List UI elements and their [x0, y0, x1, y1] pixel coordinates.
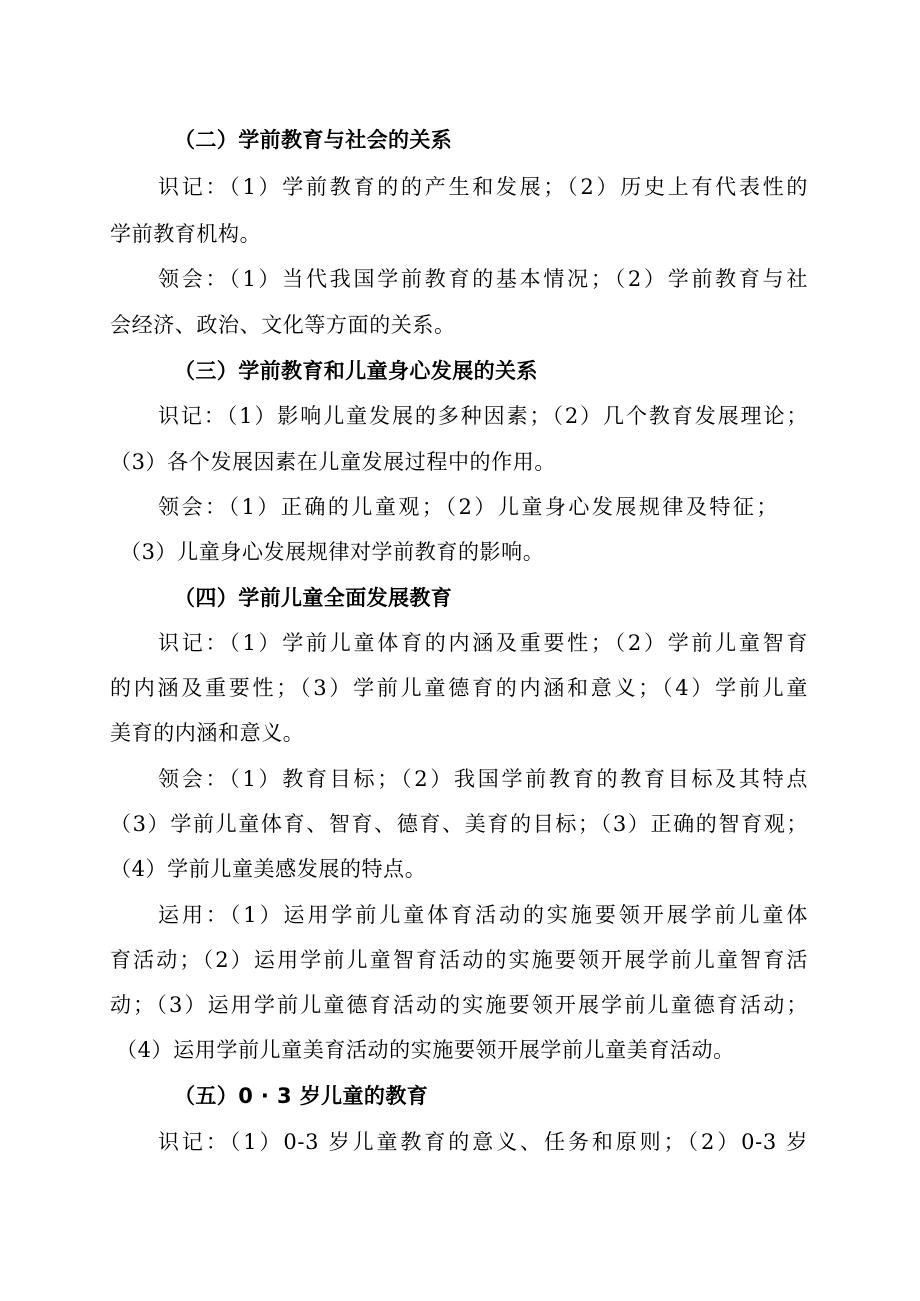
text-line: 识记：（1）学前教育的的产生和发展；（2）历史上有代表性的 [158, 175, 808, 199]
text-line: 领会：（1）正确的儿童观；（2）儿童身心发展规律及特征； [158, 495, 778, 519]
section-heading: （四）学前儿童全面发展教育 [174, 586, 453, 610]
text-line: 识记：（1）学前儿童体育的内涵及重要性；（2）学前儿童智育 [158, 631, 808, 655]
text-line: 学前教育机构。 [110, 222, 262, 246]
section-heading: （二）学前教育与社会的关系 [174, 128, 453, 152]
text-line: 领会：（1）当代我国学前教育的基本情况；（2）学前教育与社 [158, 267, 808, 291]
text-line: （3）儿童身心发展规律对学前教育的影响。 [120, 540, 545, 564]
text-line: 领会：（1）教育目标；（2）我国学前教育的教育目标及其特点 [158, 767, 808, 791]
text-line: 运用：（1）运用学前儿童体育活动的实施要领开展学前儿童体 [158, 903, 808, 927]
text-line: （3）学前儿童体育、智育、德育、美育的目标；（3）正确的智育观； [110, 812, 808, 836]
text-line: 动；（3）运用学前儿童德育活动的实施要领开展学前儿童德育活动； [110, 993, 808, 1017]
section-heading: （五）0 · 3 岁儿童的教育 [174, 1084, 429, 1108]
section-heading: （三）学前教育和儿童身心发展的关系 [174, 359, 538, 383]
text-line: 识记：（1）0-3 岁儿童教育的意义、任务和原则；（2）0-3 岁 [158, 1130, 808, 1154]
text-line: 识记：（1）影响儿童发展的多种因素；（2）几个教育发展理论； [158, 404, 808, 428]
text-line: 育活动；（2）运用学前儿童智育活动的实施要领开展学前儿童智育活 [110, 948, 808, 972]
text-line: （3）各个发展因素在儿童发展过程中的作用。 [110, 450, 556, 474]
text-line: （4）学前儿童美感发展的特点。 [110, 857, 427, 881]
text-line: 会经济、政治、文化等方面的关系。 [110, 313, 456, 337]
text-line: （4）运用学前儿童美育活动的实施要领开展学前儿童美育活动。 [116, 1038, 735, 1062]
text-line: 的内涵及重要性；（3）学前儿童德育的内涵和意义；（4）学前儿童 [110, 676, 808, 700]
text-line: 美育的内涵和意义。 [110, 721, 305, 745]
